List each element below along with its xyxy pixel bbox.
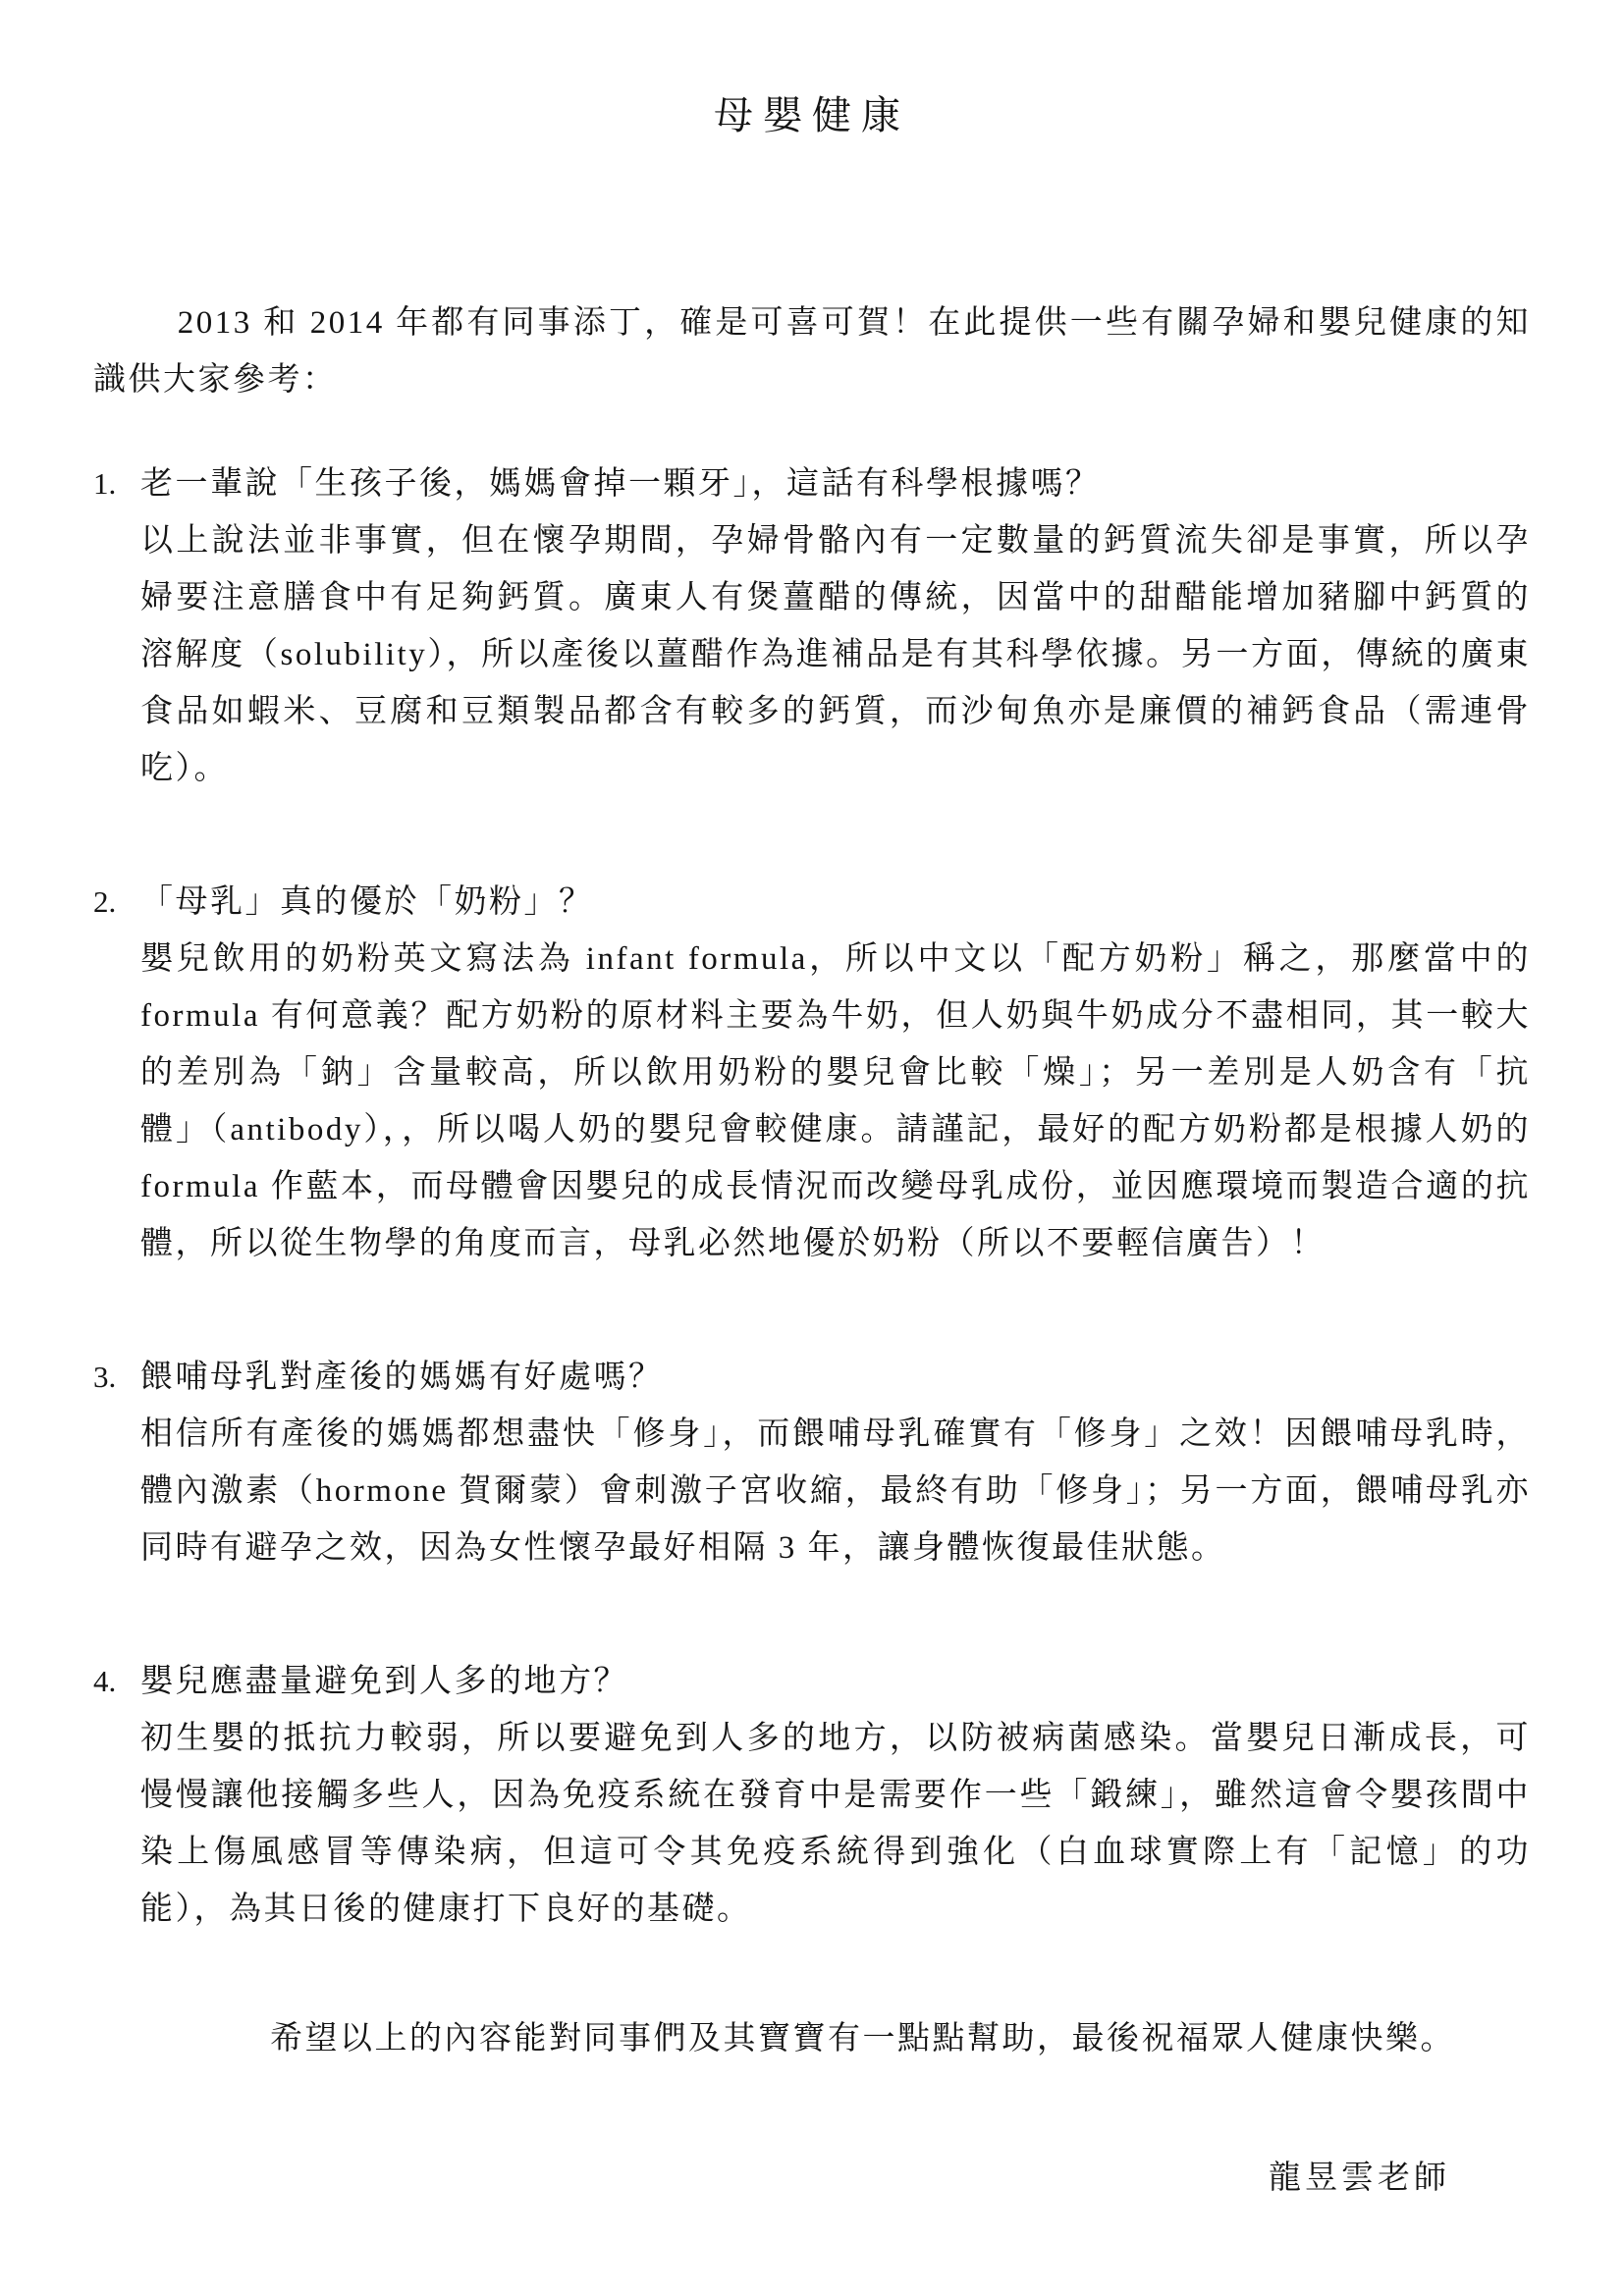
item-number: 3. [93,1360,117,1394]
item-answer: 以上說法並非事實，但在懷孕期間，孕婦骨骼內有一定數量的鈣質流失卻是事實，所以孕婦要注意膳食中有足夠鈣質。廣東人有煲薑醋的傳統，因當中的甜醋能增加豬腳中鈣質的溶解度（solubility），所以產後以薑醋作為進補品是有其科學依據。另一方面，傳統的廣東食品如蝦米、豆腐和豆類製品都含有較多的鈣質，而沙甸魚亦是廉價的補鈣食品（需連骨吃）。 [140,523,1531,786]
item-answer: 相信所有產後的媽媽都想盡快「修身」，而餵哺母乳確實有「修身」之效！因餵哺母乳時，體內激素（hormone 賀爾蒙）會刺激子宮收縮，最終有助「修身」；另一方面，餵哺母乳亦同時有避孕之效，因為女性懷孕最好相隔 3 年，讓身體恢復最佳狀態。 [140,1416,1531,1566]
item-answer: 嬰兒飲用的奶粉英文寫法為 infant formula，所以中文以「配方奶粉」稱之，那麼當中的 formula 有何意義？配方奶粉的原材料主要為牛奶，但人奶與牛奶成分不盡相同，其一較大的差別為「鈉」含量較高，所以飲用奶粉的嬰兒會比較「燥」；另一差別是人奶含有「抗體」（antibody），，所以喝人奶的嬰兒會較健康。請謹記，最好的配方奶粉都是根據人奶的 formula 作藍本，而母體會因嬰兒的成長情況而改變母乳成份，並因應環境而製造合適的抗體，所以從生物學的角度而言，母乳必然地優於奶粉（所以不要輕信廣告）！ [140,941,1531,1261]
item-question: 嬰兒應盡量避免到人多的地方？ [140,1664,628,1699]
signature: 龍昱雲老師 [1269,2161,1450,2196]
page-title: 母嬰健康 [714,93,910,137]
closing-paragraph: 希望以上的內容能對同事們及其寶寶有一點點幫助，最後祝福眾人健康快樂。 [270,2021,1455,2056]
qa-item-3 [93,1349,1531,1576]
qa-item-4 [93,1653,1531,1938]
item-body [140,1349,1531,1576]
item-number: 4. [93,1664,117,1698]
qa-item-1 [93,455,1531,797]
item-answer: 初生嬰的抵抗力較弱，所以要避免到人多的地方，以防被病菌感染。當嬰兒日漸成長，可慢慢讓他接觸多些人，因為免疫系統在發育中是需要作一些「鍛練」，雖然這會令嬰孩間中染上傷風感冒等傳染病，但這可令其免疫系統得到強化（白血球實際上有「記憶」的功能），為其日後的健康打下良好的基礎。 [140,1721,1531,1927]
item-body [140,874,1531,1272]
intro-paragraph: 2013 和 2014 年都有同事添丁，確是可喜可賀！在此提供一些有關孕婦和嬰兒健康的知識供大家參考： [93,305,1531,398]
qa-list [93,455,1531,1938]
item-question: 「母乳」真的優於「奶粉」？ [140,884,594,920]
item-body [140,1653,1531,1938]
item-number: 1. [93,466,117,501]
item-question: 餵哺母乳對產後的媽媽有好處嗎？ [140,1360,664,1395]
qa-item-2 [93,874,1531,1272]
item-question: 老一輩說「生孩子後，媽媽會掉一顆牙」，這話有科學根據嗎？ [140,466,1101,502]
item-body [140,455,1531,797]
item-number: 2. [93,884,117,919]
